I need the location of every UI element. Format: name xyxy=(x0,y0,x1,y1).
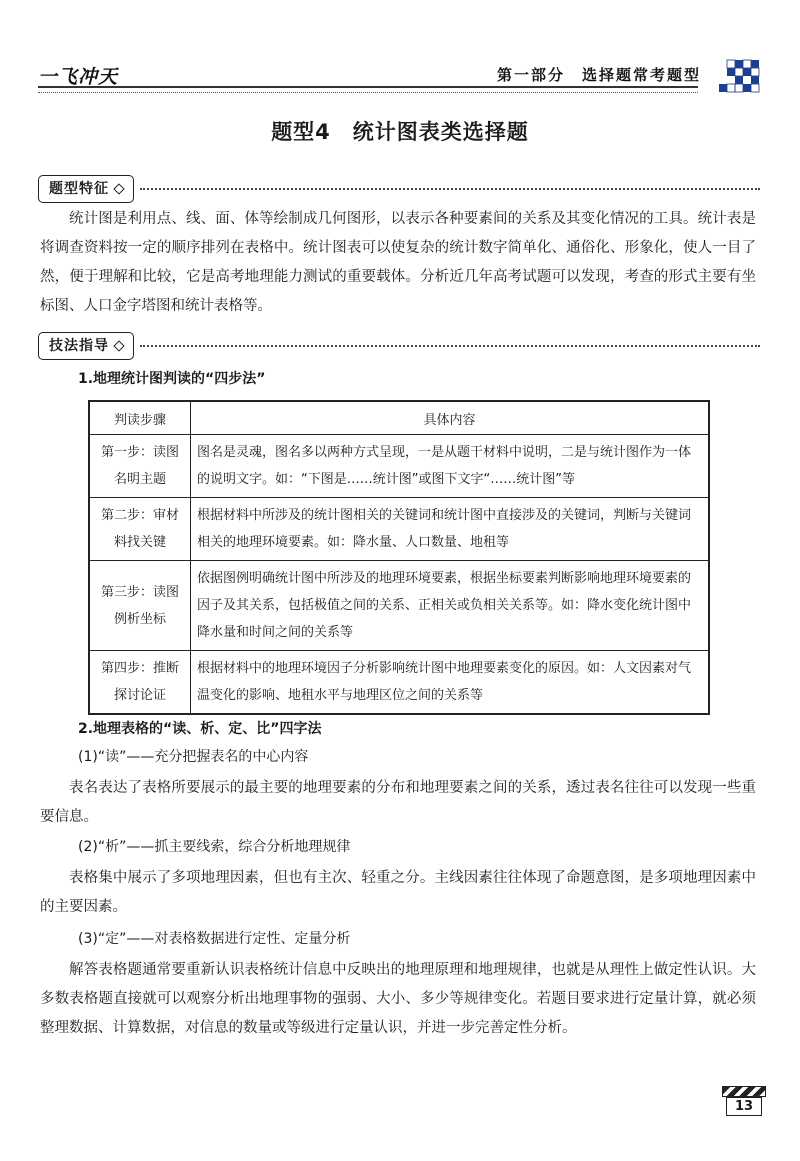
table-header-content: 具体内容 xyxy=(191,401,710,435)
guide-tag xyxy=(38,332,134,360)
brand-logo: 一飞冲天 xyxy=(38,66,119,88)
table-row xyxy=(89,561,709,651)
page-title: 题型4 统计图表类选择题 xyxy=(271,120,529,144)
table-row xyxy=(89,498,709,561)
page-number-badge xyxy=(722,1086,764,1116)
header-rule xyxy=(38,86,698,93)
heading-four-step: 1.地理统计图判读的“四步法” xyxy=(78,371,266,387)
guide-divider xyxy=(140,345,760,347)
table-row xyxy=(89,435,709,498)
read-text: 表名表达了表格所要展示的最主要的地理要素的分布和地理要素之间的关系，透过表名往往可以发现一些重要信息。 xyxy=(40,780,756,825)
guide-tag-label: 技法指导 xyxy=(49,338,109,354)
features-paragraph: 统计图是利用点、线、面、体等绘制成几何图形，以表示各种要素间的关系及其变化情况的工具。统计表是将调查资料按一定的顺序排列在表格中。统计图表可以使复杂的统计数字简单化、通俗化、形象化，使人一目了然，便于理解和比较，它是高考地理能力测试的重要载体。分析近几年高考试题可以发现，考查的形式主要有坐标图、人口金字塔图和统计表格等。 xyxy=(40,211,756,314)
table-header-step: 判读步骤 xyxy=(89,401,191,435)
diamond-icon xyxy=(113,340,124,351)
content-cell: 图名是灵魂，图名多以两种方式呈现，一是从题干材料中说明，二是与统计图作为一体的说明文字。如：“下图是……统计图”或图下文字“……统计图”等 xyxy=(191,435,710,498)
content-cell: 根据材料中的地理环境因子分析影响统计图中地理要素变化的原因。如：人文因素对气温变化的影响、地租水平与地理区位之间的关系等 xyxy=(191,651,710,715)
analyze-text: 表格集中展示了多项地理因素，但也有主次、轻重之分。主线因素往往体现了命题意图，是多项地理因素中的主要因素。 xyxy=(40,870,756,915)
features-divider xyxy=(140,188,760,190)
content-cell: 依据图例明确统计图中所涉及的地理环境要素，根据坐标要素判断影响地理环境要素的因子及其关系，包括极值之间的关系、正相关或负相关关系等。如：降水变化统计图中降水量和时间之间的关系等 xyxy=(191,561,710,651)
step-cell: 第二步：审材料找关键 xyxy=(89,498,191,561)
features-tag-label: 题型特征 xyxy=(49,181,109,197)
step-cell: 第一步：读图名明主题 xyxy=(89,435,191,498)
define-text: 解答表格题通常要重新认识表格统计信息中反映出的地理原理和地理规律，也就是从理性上做定性认识。大多数表格题直接就可以观察分析出地理事物的强弱、大小、多少等规律变化。若题目要求进行定量计算，就必须整理数据、计算数据，对信息的数量或等级进行定量认识，并进一步完善定性分析。 xyxy=(40,962,756,1036)
read-title: (1)“读”——充分把握表名的中心内容 xyxy=(78,749,309,765)
table-header-row xyxy=(89,401,709,435)
content-cell: 根据材料中所涉及的统计图相关的关键词和统计图中直接涉及的关键词，判断与关键词相关的地理环境要素。如：降水量、人口数量、地租等 xyxy=(191,498,710,561)
step-cell: 第四步：推断探讨论证 xyxy=(89,651,191,715)
page-number: 13 xyxy=(726,1097,762,1116)
steps-table xyxy=(88,400,710,715)
page-header xyxy=(38,58,763,98)
stripe-icon xyxy=(722,1086,766,1097)
features-tag xyxy=(38,175,134,203)
diamond-icon xyxy=(113,183,124,194)
checker-decoration-icon xyxy=(707,58,763,94)
heading-four-char: 2.地理表格的“读、析、定、比”四字法 xyxy=(78,721,322,737)
step-cell: 第三步：读图例析坐标 xyxy=(89,561,191,651)
section-label: 第一部分 选择题常考题型 xyxy=(496,66,701,84)
define-title: (3)“定”——对表格数据进行定性、定量分析 xyxy=(78,931,351,947)
table-row xyxy=(89,651,709,715)
analyze-title: (2)“析”——抓主要线索，综合分析地理规律 xyxy=(78,839,351,855)
